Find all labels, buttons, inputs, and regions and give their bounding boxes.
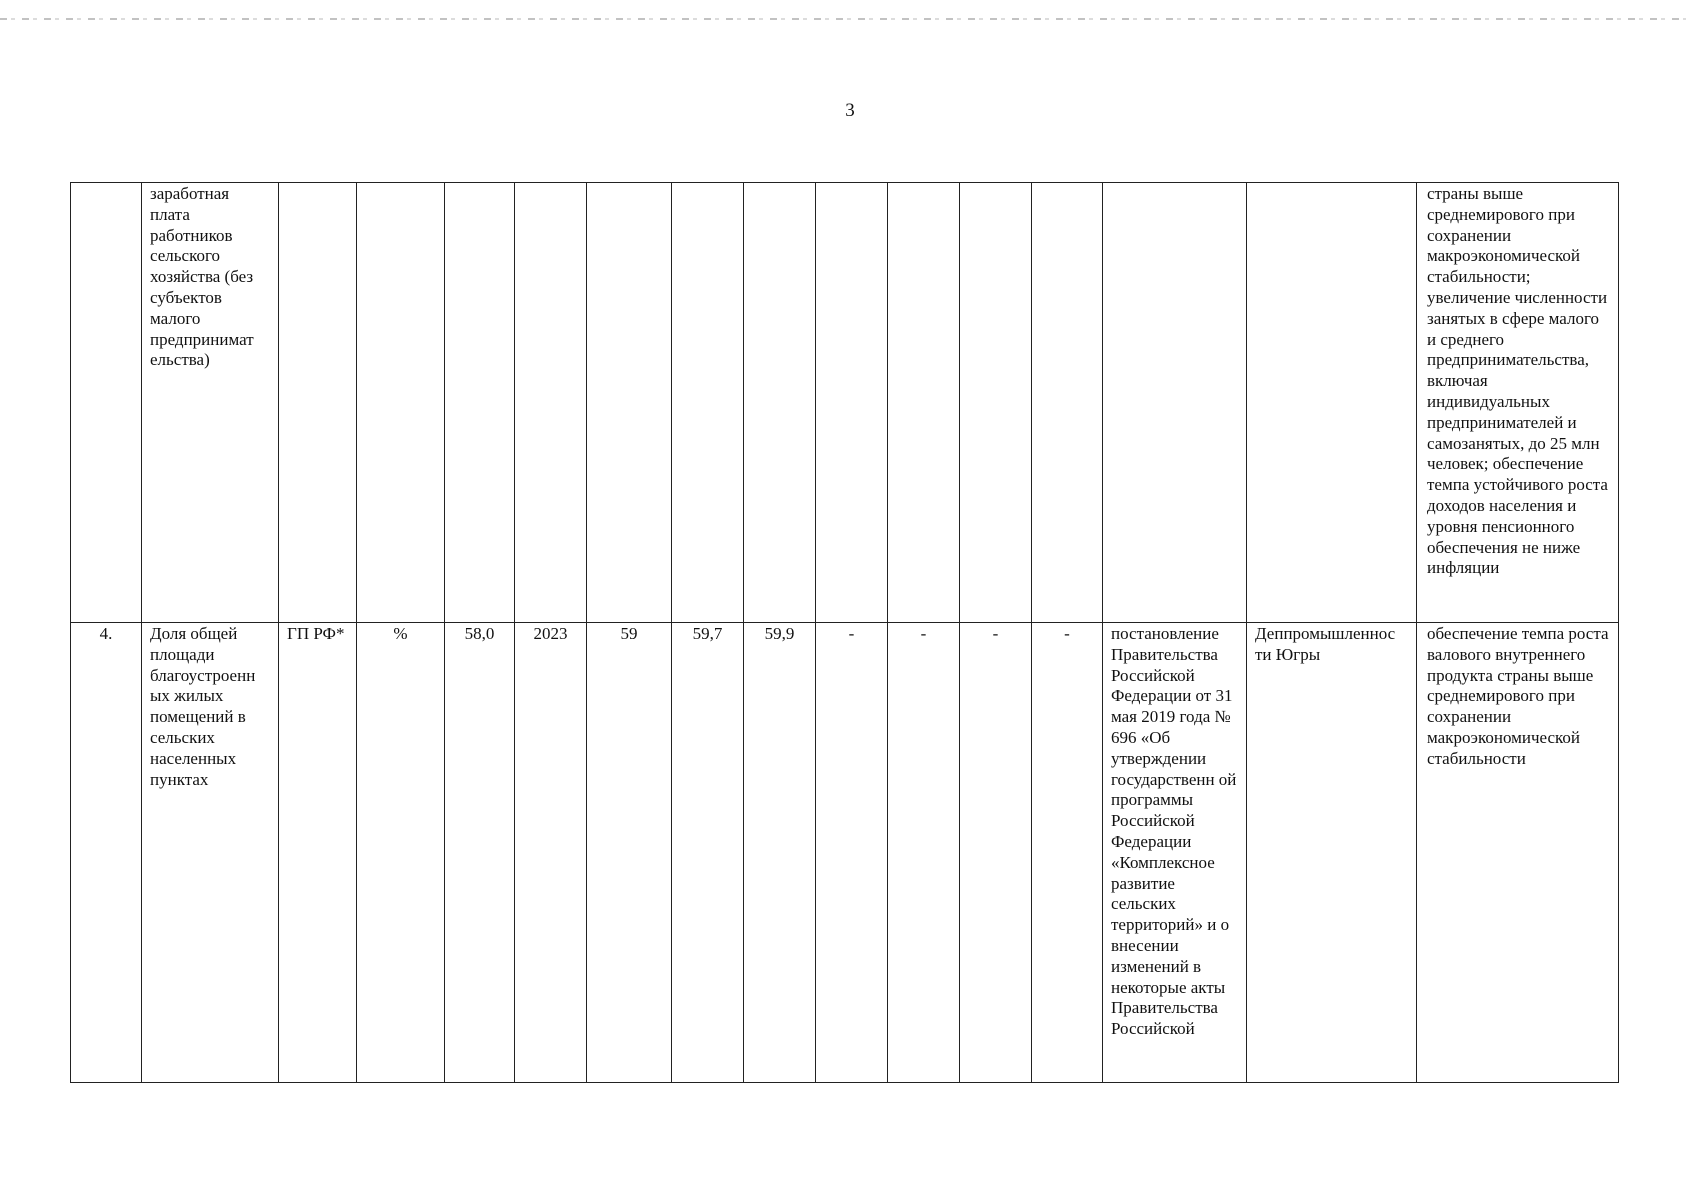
cell-responsible	[1247, 183, 1417, 623]
cell-level	[279, 183, 357, 623]
cell-goal: страны выше среднемирового при сохранении макроэкономической стабильности; увеличение численности занятых в сфере малого и среднего предпринимательства, включая индивидуальных предпринимателей и самозанятых, до 25 млн человек; обеспечение темпа устойчивого роста доходов населения и уровня пенсионного обеспечения не ниже инфляции	[1417, 183, 1619, 623]
cell-base-year: 2023	[515, 623, 587, 1083]
indicators-table	[70, 182, 1619, 1083]
cell-num: 4.	[71, 623, 142, 1083]
cell-value-6: -	[960, 623, 1032, 1083]
cell-base-value	[445, 183, 515, 623]
cell-indicator-name: Доля общей площади благоустроенн ых жилых помещений в сельских населенных пунктах	[142, 623, 279, 1083]
cell-num	[71, 183, 142, 623]
cell-value-1	[587, 183, 672, 623]
cell-value-7: -	[1032, 623, 1103, 1083]
cell-level: ГП РФ*	[279, 623, 357, 1083]
cell-value-2	[672, 183, 744, 623]
cell-value-1: 59	[587, 623, 672, 1083]
cell-value-4: -	[816, 623, 888, 1083]
cell-value-3	[744, 183, 816, 623]
cell-document	[1103, 183, 1247, 623]
table-row-continued	[71, 183, 1619, 623]
cell-value-5	[888, 183, 960, 623]
cell-unit	[357, 183, 445, 623]
cell-base-value: 58,0	[445, 623, 515, 1083]
cell-value-3: 59,9	[744, 623, 816, 1083]
cell-responsible: Деппромышленнос ти Югры	[1247, 623, 1417, 1083]
cell-document: постановление Правительства Российской Федерации от 31 мая 2019 года № 696 «Об утверждении государственн ой программы Российской Федерации «Комплексное развитие сельских территорий» и о внесении изменений в некоторые акты Правительства Российской	[1103, 623, 1247, 1083]
cell-value-2: 59,7	[672, 623, 744, 1083]
cell-value-4	[816, 183, 888, 623]
cell-goal: обеспечение темпа роста валового внутреннего продукта страны выше среднемирового при сохранении макроэкономической стабильности	[1417, 623, 1619, 1083]
table-row-4	[71, 623, 1619, 1083]
cell-base-year	[515, 183, 587, 623]
scan-edge-noise	[0, 18, 1686, 20]
cell-value-5: -	[888, 623, 960, 1083]
page-number: 3	[845, 100, 855, 121]
cell-unit: %	[357, 623, 445, 1083]
cell-indicator-name: заработная плата работников сельского хозяйства (без субъектов малого предпринимат ельства)	[142, 183, 279, 623]
cell-value-6	[960, 183, 1032, 623]
cell-value-7	[1032, 183, 1103, 623]
